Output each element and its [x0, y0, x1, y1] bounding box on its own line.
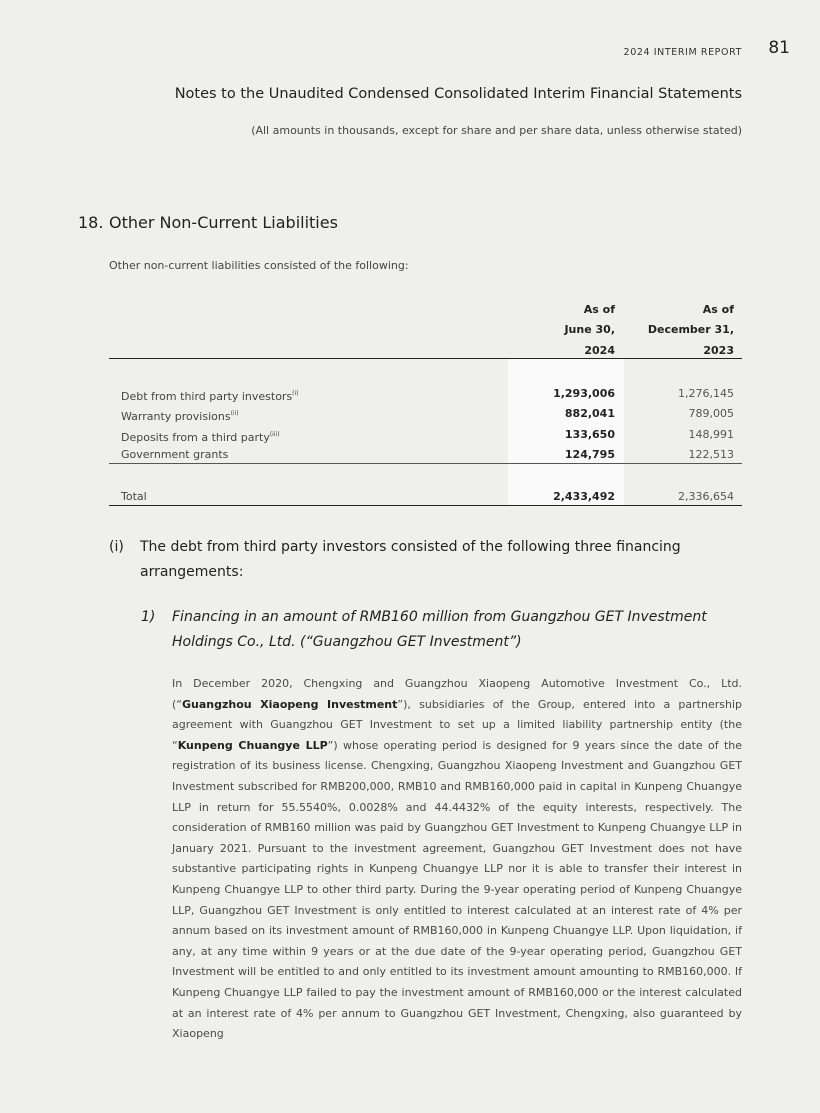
section-heading: [78, 213, 338, 232]
table-row: [109, 444, 742, 465]
notes-title: Notes to the Unaudited Condensed Consolidated Interim Financial Statements: [174, 86, 742, 102]
col-2023-header-line1: As of: [702, 303, 734, 316]
section-intro: Other non-current liabilities consisted of the following:: [109, 259, 409, 272]
subtotal-rule: [109, 463, 742, 464]
subsection-i-text: The debt from third party investors consisted of the following three financing arrangements:: [140, 539, 681, 580]
table-header-row: [109, 299, 742, 320]
table-row: [109, 424, 742, 445]
value-2023: 148,991: [688, 428, 734, 441]
row-label: Warranty provisions$^{(ii)}$: [121, 410, 239, 423]
col-2024-header-line1: As of: [583, 303, 615, 316]
amounts-note: (All amounts in thousands, except for share and per share data, unless otherwise stated): [251, 124, 742, 137]
value-2024: 882,041: [564, 407, 615, 420]
total-rule: [109, 505, 742, 506]
col-2024-header-line2: June 30,: [564, 323, 615, 336]
value-2023: 1,276,145: [678, 387, 734, 400]
row-label: Debt from third party investors$^{(i)}$: [121, 390, 299, 403]
col-2024-header-line3: 2024: [584, 344, 615, 357]
total-2023: 2,336,654: [678, 490, 734, 503]
col-2023-header-line3: 2023: [703, 344, 734, 357]
row-label: Government grants: [121, 448, 229, 461]
total-row: [109, 486, 742, 507]
row-label: Deposits from a third party$^{(iii)}$: [121, 431, 280, 444]
subsection-1-mark: 1): [141, 609, 156, 625]
col-2023-header-line2: December 31,: [647, 323, 734, 336]
section-title: Other Non-Current Liabilities: [109, 213, 338, 232]
table-row: [109, 403, 742, 424]
header-rule: [109, 358, 742, 359]
subsection-1-text: Financing in an amount of RMB160 million from Guangzhou GET Investment Holdings Co., Ltd. (“Guangzhou GET Investment”): [172, 609, 707, 650]
table-header-row: [109, 319, 742, 340]
value-2024: 124,795: [564, 448, 615, 461]
total-label: Total: [121, 490, 147, 503]
value-2023: 789,005: [688, 407, 734, 420]
report-label: 2024 INTERIM REPORT: [623, 47, 742, 58]
section-number: 18.: [78, 213, 104, 232]
value-2023: 122,513: [688, 448, 734, 461]
total-2024: 2,433,492: [553, 490, 615, 503]
value-2024: 1,293,006: [553, 387, 615, 400]
table-row: [109, 383, 742, 404]
page-number: 81: [768, 38, 790, 58]
body-paragraph: In December 2020, Chengxing and Guangzhou Xiaopeng Automotive Investment Co., Ltd. (“Guangzhou Xiaopeng Investment”), subsidiaries of the Group, entered into a partnership agreement with Guangzhou GET Investment to set up a limited liability partnership entity (the “Kunpeng Chuangye LLP”) whose operating period is designed for 9 years since the date of the registration of its business license. Chengxing, Guangzhou Xiaopeng Investment and Guangzhou GET Investment subscribed for RMB200,000, RMB10 and RMB160,000 paid in capital in Kunpeng Chuangye LLP in return for 55.5540%, 0.0028% and 44.4432% of the equity interests, respectively. The consideration of RMB160 million was paid by Guangzhou GET Investment to Kunpeng Chuangye LLP in January 2021. Pursuant to the investment agreement, Guangzhou GET Investment does not have substantive participating rights in Kunpeng Chuangye LLP nor it is able to transfer their interest in Kunpeng Chuangye LLP to other third party. During the 9-year operating period of Kunpeng Chuangye LLP, Guangzhou GET Investment is only entitled to interest calculated at an interest rate of 4% per annum based on its investment amount of RMB160,000 in Kunpeng Chuangye LLP. Upon liquidation, if any, at any time within 9 years or at the due date of the 9-year operating period, Guangzhou GET Investment will be entitled to and only entitled to its investment amount amounting to RMB160,000. If Kunpeng Chuangye LLP failed to pay the investment amount of RMB160,000 or the interest calculated at an interest rate of 4% per annum to Guangzhou GET Investment, Chengxing, also guaranteed by Xiaopeng: [172, 677, 742, 1041]
subsection-i-mark: (i): [109, 539, 124, 555]
value-2024: 133,650: [564, 428, 615, 441]
